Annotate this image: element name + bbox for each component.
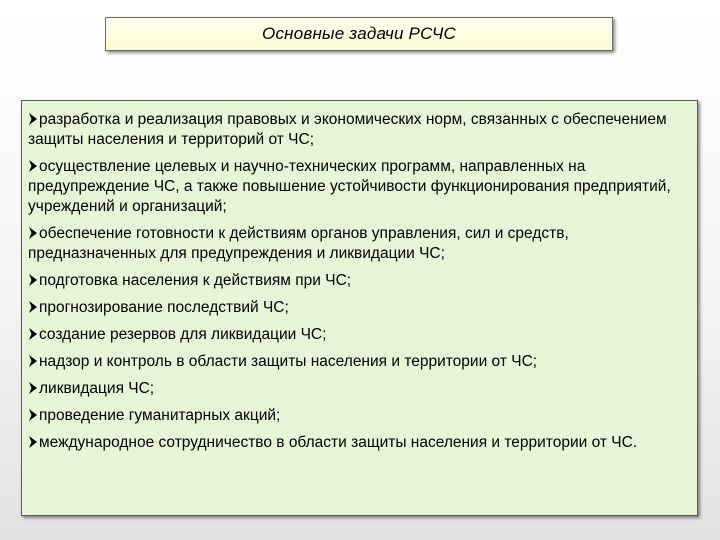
arrowhead-bullet-icon [28, 382, 38, 394]
task-text: надзор и контроль в области защиты населения и территории от ЧС; [39, 353, 538, 370]
task-text: создание резервов для ликвидации ЧС; [39, 326, 327, 343]
arrowhead-bullet-icon [28, 328, 38, 340]
arrowhead-bullet-icon [28, 409, 38, 421]
arrowhead-bullet-icon [28, 227, 38, 239]
task-text: осуществление целевых и научно-технических программ, направленных на предупреждение ЧС, а также повышение устойчивости функционирования предприятий, учреждений и организаций; [28, 158, 671, 215]
list-item [28, 271, 689, 291]
list-item [28, 224, 689, 264]
list-item [28, 298, 689, 318]
task-text: подготовка населения к действиям при ЧС; [39, 272, 352, 289]
task-text: международное сотрудничество в области защиты населения и территории от ЧС. [39, 434, 638, 451]
arrowhead-bullet-icon [28, 274, 38, 286]
task-text: обеспечение готовности к действиям органов управления, сил и средств, предназначенных для предупреждения и ликвидации ЧС; [28, 225, 569, 262]
tasks-panel [21, 100, 698, 516]
list-item [28, 433, 689, 453]
list-item [28, 157, 689, 217]
arrowhead-bullet-icon [28, 436, 38, 448]
title-box [105, 17, 613, 51]
list-item [28, 110, 689, 150]
task-list [28, 110, 689, 453]
task-text: разработка и реализация правовых и экономических норм, связанных с обеспечением защиты населения и территорий от ЧС; [28, 111, 667, 148]
task-text: ликвидация ЧС; [39, 380, 155, 397]
arrowhead-bullet-icon [28, 301, 38, 313]
list-item [28, 352, 689, 372]
list-item [28, 379, 689, 399]
slide-title: Основные задачи РСЧС [262, 24, 456, 43]
arrowhead-bullet-icon [28, 160, 38, 172]
task-text: проведение гуманитарных акций; [39, 407, 281, 424]
arrowhead-bullet-icon [28, 113, 38, 125]
arrowhead-bullet-icon [28, 355, 38, 367]
task-text: прогнозирование последствий ЧС; [39, 299, 289, 316]
list-item [28, 406, 689, 426]
list-item [28, 325, 689, 345]
